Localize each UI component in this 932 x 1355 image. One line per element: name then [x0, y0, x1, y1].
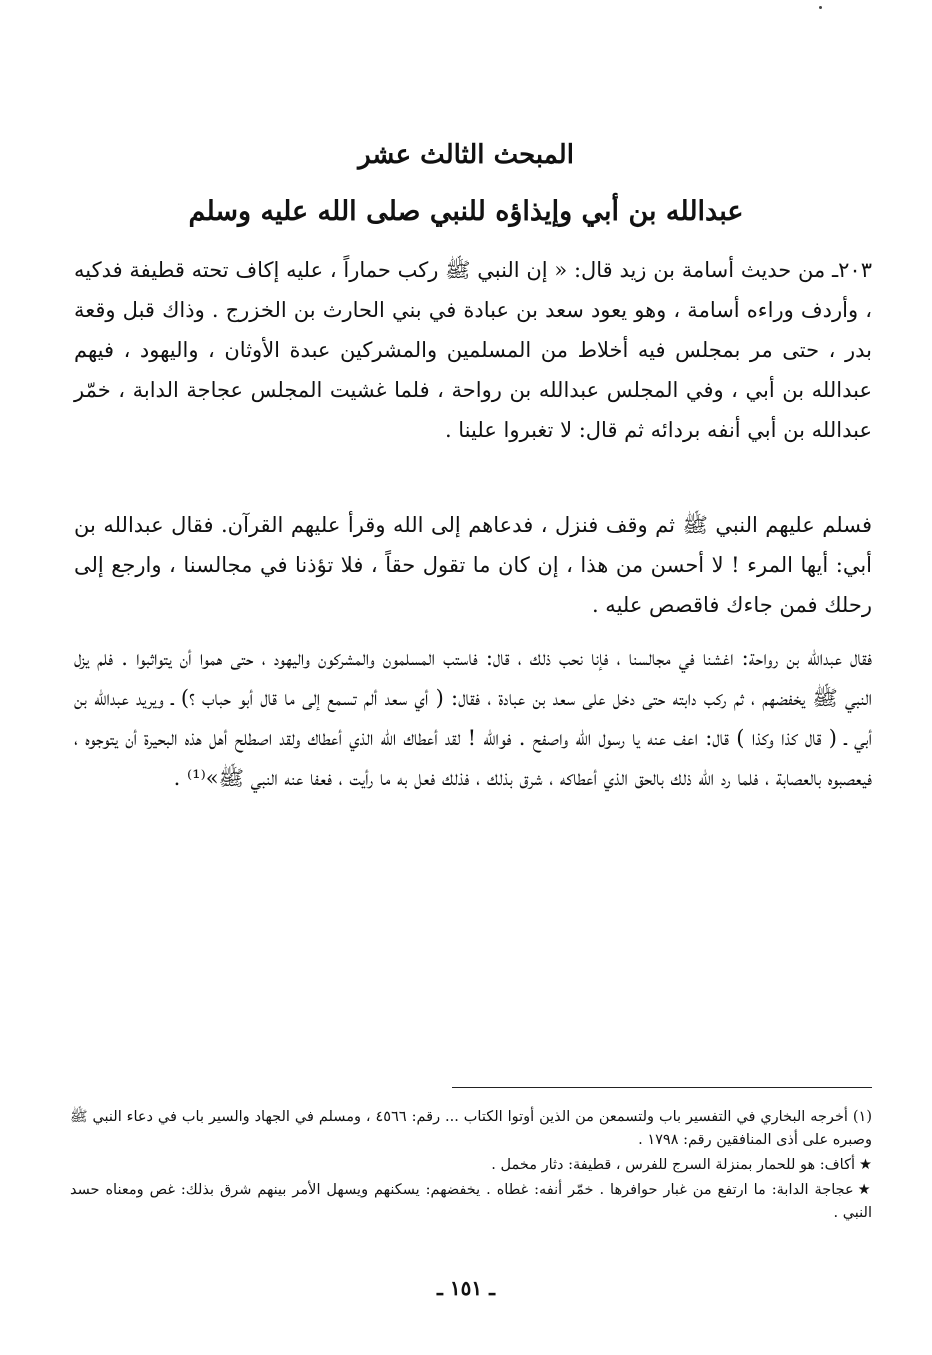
- page-number: ـ ١٥١ ـ: [437, 1276, 495, 1300]
- hadith-paragraph-2: فسلم عليهم النبي ﷺ ثم وقف فنزل ، فدعاهم إلى الله وقرأ عليهم القرآن. فقال عبدالله بن أبي: أيها المرء ! لا أحسن من هذا ، إن كان ما تقول حقاً ، فلا تؤذنا في مجالسنا ، وارجع إلى رحلك فمن جاءك فاقصص عليه .: [74, 513, 872, 617]
- section-title: المبحث الثالث عشر: [358, 140, 574, 170]
- footnote-text: عجاجة الدابة: ما ارتفع من غبار حوافرها . خمّر أنفه: غطاه . يخفضهم: يسكنهم ويسهل الأمر بينهم شرق بذلك: غص ومعناه حسد النبي .: [70, 1182, 872, 1221]
- footnote-text: (١) أخرجه البخاري في التفسير باب ولتسمعن من الذين أوتوا الكتاب ... رقم: ٤٥٦٦ ، ومسلم في الجهاد والسير باب في دعاء النبي ﷺ وصبره على أذى المنافقين رقم: ١٧٩٨ .: [70, 1109, 872, 1148]
- hadith-paragraph-3: فقال عبدالله بن رواحة: اغشنا في مجالسنا ، فإنا نحب ذلك ، قال: فاستب المسلمون والمشركون واليهود ، حتى هموا أن يتواثبوا . فلم يزل النبي ﷺ يخفضهم ، ثم ركب دابته حتى دخل على سعد بن عبادة ، فقال: ( أي سعد ألم تسمع إلى ما قال أبو حباب ؟) ـ ويريد عبدالله بن أبي ـ ( قال كذا وكذا ) قال: اعف عنه يا رسول الله واصفح . فوالله ! لقد أعطاك الله الذي أعطاك ولقد اصطلح أهل هذه البحيرة أن يتوجوه ، فيعصبوه بالعصابة ، فلما رد الله ذلك بالحق الذي أعطاكه ، شرق بذلك ، فذلك فعل به ما رأيت ، فعفا عنه النبي ﷺ»⁽¹⁾ .: [74, 646, 872, 790]
- star-icon: ★: [857, 1182, 872, 1198]
- footnote-item: [70, 1106, 872, 1152]
- chapter-title: عبدالله بن أبي وإيذاؤه للنبي صلى الله عليه وسلم: [188, 196, 744, 227]
- footnote-separator: [452, 1087, 872, 1088]
- star-icon: ★: [859, 1157, 872, 1173]
- footnote-item: [70, 1154, 872, 1177]
- footnote-item: [70, 1179, 872, 1225]
- hadith-paragraph-1: ٢٠٣ـ من حديث أسامة بن زيد قال: « إن النبي ﷺ ركب حماراً ، عليه إكاف تحته قطيفة فدكيه ، وأردف وراءه أسامة ، وهو يعود سعد بن عبادة في بني الحارث بن الخزرج . وذاك قبل وقعة بدر ، حتى مر بمجلس فيه أخلاط من المسلمين والمشركين عبدة الأوثان ، واليهود ، فيهم عبدالله بن أبي ، وفي المجلس عبدالله بن رواحة ، فلما غشيت المجلس عجاجة الدابة ، خمّر عبدالله بن أبي أنفه بردائه ثم قال: لا تغبروا علينا .: [74, 258, 872, 442]
- footnotes-list: [70, 1106, 872, 1227]
- footnote-text: أكاف: هو للحمار بمنزلة السرج للفرس ، قطيفة: دثار مخمل .: [491, 1157, 855, 1173]
- scan-speck: [819, 6, 822, 9]
